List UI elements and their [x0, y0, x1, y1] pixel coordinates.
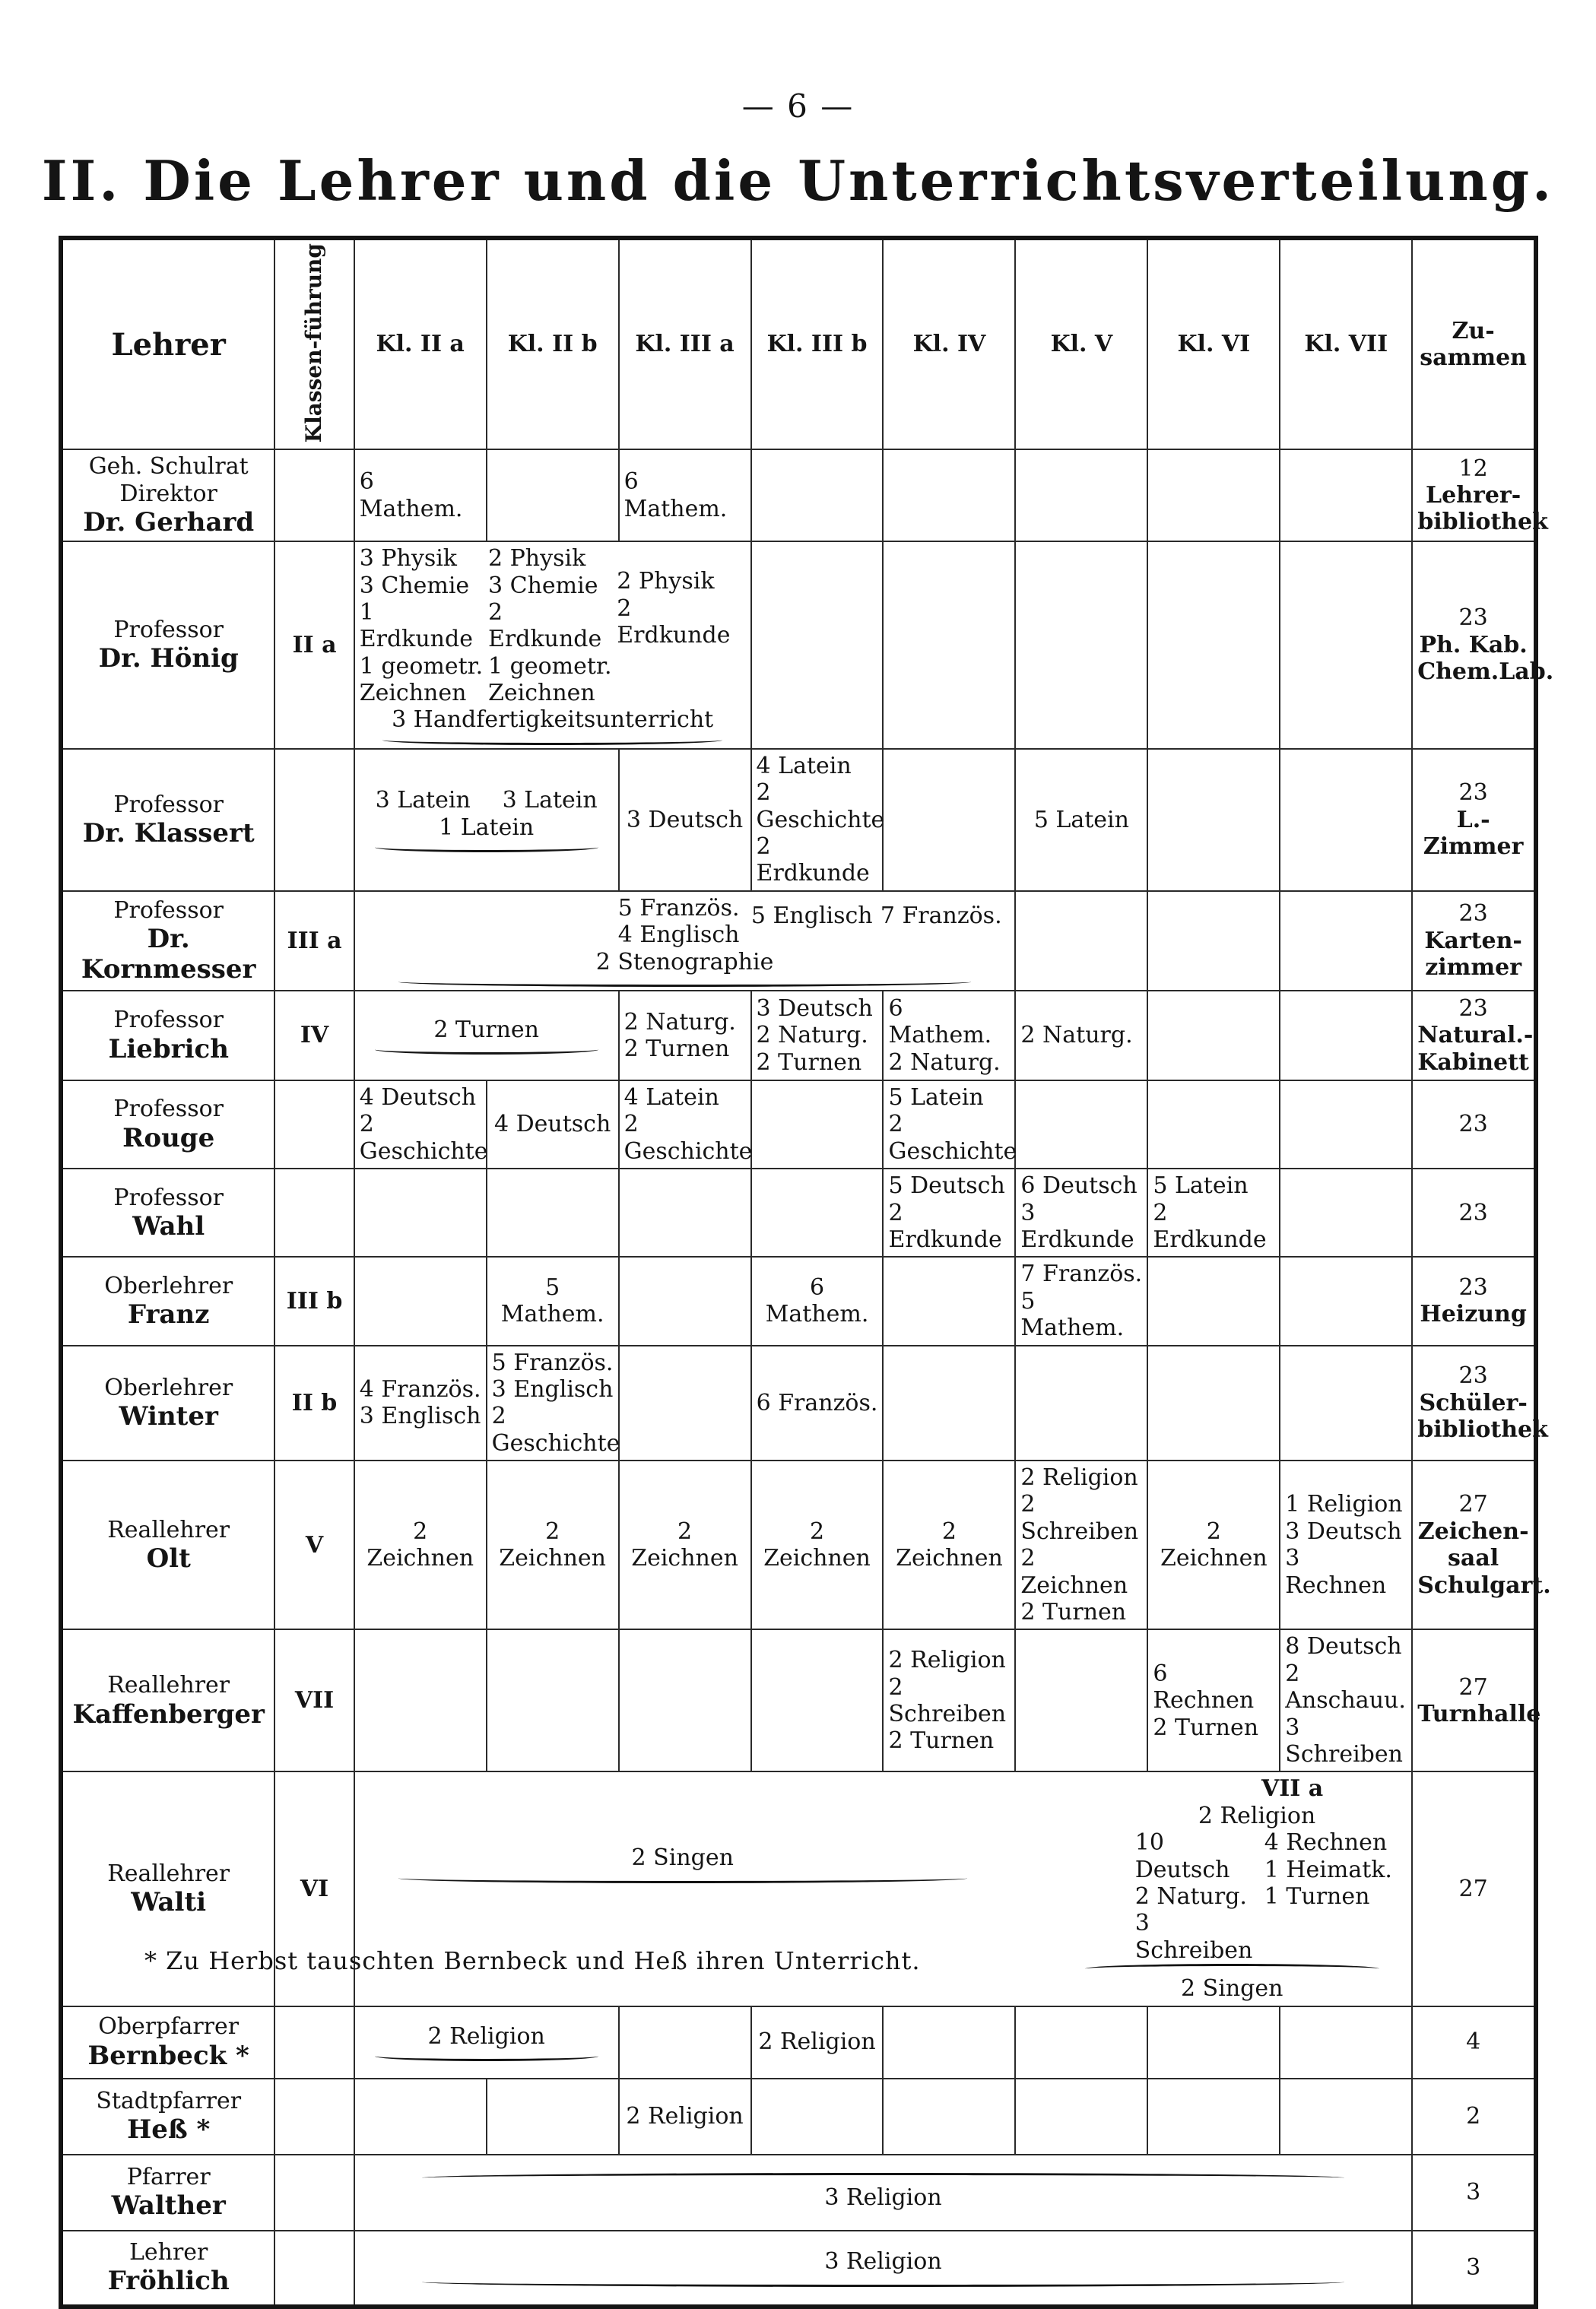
- teacher-name: Heß *: [127, 2114, 211, 2146]
- teacher-cell: [61, 1257, 274, 1345]
- teacher-title: Professor: [113, 1096, 224, 1123]
- lesson-cell: [1015, 1346, 1147, 1461]
- teacher-name: Kaffenberger: [72, 1698, 265, 1730]
- header-kl-iiia: Kl. III a: [619, 238, 751, 449]
- brace-mark: [1085, 1964, 1379, 1974]
- lesson-cell: [487, 1629, 619, 1771]
- lesson-cell: [354, 2079, 487, 2155]
- table-row: [61, 2231, 1536, 2307]
- lesson-cell: [1147, 891, 1280, 991]
- class-lead-cell: [274, 1080, 354, 1169]
- teacher-cell: [61, 2155, 274, 2231]
- lesson-cell: [1147, 749, 1280, 891]
- teacher-name: Bernbeck *: [87, 2040, 249, 2071]
- lesson-cell: [1015, 541, 1147, 749]
- class-lead-cell: [274, 2006, 354, 2079]
- lesson-cell: [751, 1169, 884, 1257]
- teacher-name: Franz: [127, 1299, 210, 1331]
- total-cell: [1412, 2079, 1536, 2155]
- table-row: [61, 1346, 1536, 1461]
- room-name: Ph. Kab. Chem.Lab.: [1417, 631, 1554, 686]
- brace-mark: [375, 842, 598, 852]
- class-lead-cell: V: [274, 1461, 354, 1629]
- class-lead-cell: [274, 449, 354, 541]
- lesson-cell: 2 Zeichnen: [487, 1461, 619, 1629]
- class-lead-cell: III b: [274, 1257, 354, 1345]
- class-lead-cell: [274, 2155, 354, 2231]
- total-hours: 3: [1466, 2178, 1481, 2206]
- teacher-cell: [61, 2006, 274, 2079]
- lesson-cell: [751, 1629, 884, 1771]
- total-cell: [1412, 1629, 1541, 1771]
- total-hours: 4: [1466, 2028, 1481, 2056]
- table-row: [61, 541, 1536, 749]
- lesson-cell: [1280, 2006, 1412, 2079]
- shared-lesson: 3 Handfertigkeitsunterricht: [392, 706, 714, 734]
- room-name: Karten-zimmer: [1424, 927, 1522, 982]
- brace-mark: [398, 977, 971, 987]
- teacher-name: Winter: [119, 1400, 218, 1432]
- total-hours: 23: [1458, 1199, 1488, 1226]
- lesson-cell: [619, 1629, 751, 1771]
- table-row: [61, 991, 1536, 1080]
- lesson-cell: [1280, 991, 1412, 1080]
- lesson-block: 3 Latein: [375, 787, 471, 814]
- lesson-cell: 5 Latein 2 Erdkunde: [1147, 1169, 1280, 1257]
- class-lead-cell: [274, 1169, 354, 1257]
- teacher-title: Professor: [113, 791, 224, 818]
- lesson-cell: [883, 541, 1015, 749]
- lesson-span-cell: [354, 891, 1016, 991]
- class-lead-cell: [274, 749, 354, 891]
- brace-mark: [375, 1045, 598, 1055]
- total-cell: [1412, 891, 1536, 991]
- shared-lesson: 3 Religion: [824, 2184, 942, 2212]
- brace-mark: [398, 1873, 967, 1883]
- footnote: * Zu Herbst tauschten Bernbeck und Heß ihren Unterricht.: [144, 1946, 921, 1975]
- religion-block: [360, 1803, 1407, 1829]
- class-lead-cell: VII: [274, 1629, 354, 1771]
- header-kl-iv: Kl. IV: [883, 238, 1015, 449]
- total-cell: [1412, 1080, 1536, 1169]
- lesson-cell: [1015, 2079, 1147, 2155]
- lesson-cell: [1280, 1346, 1412, 1461]
- lesson-cell: [1015, 1080, 1147, 1169]
- total-hours: 23: [1458, 994, 1488, 1022]
- brace-mark: [382, 735, 722, 745]
- teacher-title: Pfarrer: [126, 2163, 211, 2190]
- lesson-block: 7 Französ.: [880, 902, 1002, 929]
- lesson-cell: [1015, 1629, 1147, 1771]
- teacher-title: Reallehrer: [107, 1860, 230, 1887]
- room-name: Natural.-Kabinett: [1417, 1022, 1534, 1076]
- teacher-cell: [61, 541, 274, 749]
- total-cell: [1412, 449, 1548, 541]
- total-cell: [1412, 1771, 1536, 2006]
- header-kl-iiib: Kl. III b: [751, 238, 884, 449]
- lesson-cell: 8 Deutsch 2 Anschauu. 3 Schreiben: [1280, 1629, 1412, 1771]
- lesson-cell: 4 Latein 2 Geschichte 2 Erdkunde: [751, 749, 884, 891]
- total-hours: 23: [1458, 779, 1488, 807]
- lesson-cell: [1280, 541, 1412, 749]
- lesson-cell: [1280, 749, 1412, 891]
- teacher-name: Dr. Hönig: [98, 643, 239, 674]
- class-lead-cell: II a: [274, 541, 354, 749]
- total-hours: 27: [1458, 1875, 1488, 1902]
- lesson-cell: 2 Religion 2 Schreiben 2 Zeichnen 2 Turnen: [1015, 1461, 1147, 1629]
- lesson-cell: [619, 1346, 751, 1461]
- teacher-cell: [61, 749, 274, 891]
- lesson-cell: 2 Religion: [619, 2079, 751, 2155]
- total-hours: 12: [1458, 455, 1488, 482]
- total-cell: [1412, 1169, 1536, 1257]
- lesson-cell: [354, 1169, 487, 1257]
- table-row: [61, 891, 1536, 991]
- lesson-cell: [1015, 2006, 1147, 2079]
- vii-a-label: VII a: [1261, 1775, 1324, 1803]
- lesson-cell: [619, 2006, 751, 2079]
- room-name: L.-Zimmer: [1423, 806, 1524, 861]
- teaching-schedule-table: [59, 236, 1554, 2309]
- lesson-cell: 4 Deutsch: [487, 1080, 619, 1169]
- room-name: Turnhalle: [1417, 1700, 1541, 1727]
- lesson-cell: 2 Zeichnen: [354, 1461, 487, 1629]
- lesson-cell: [1147, 991, 1280, 1080]
- teacher-name: Dr. Gerhard: [83, 507, 255, 538]
- lesson-cell: [1147, 449, 1280, 541]
- total-cell: [1412, 749, 1536, 891]
- teacher-cell: [61, 449, 274, 541]
- lesson-cell: [883, 2006, 1015, 2079]
- lesson-span-cell: [354, 991, 619, 1080]
- room-name: Zeichen-saal Schulgart.: [1417, 1518, 1551, 1599]
- lesson-block: 5 Französ. 4 Englisch: [617, 894, 740, 949]
- shared-lesson: 2 Singen: [1181, 1975, 1283, 2003]
- teacher-name: Dr. Kornmesser: [81, 924, 256, 985]
- lesson-cell: [1147, 541, 1280, 749]
- header-row: [61, 238, 1536, 449]
- lesson-span-cell: [354, 2155, 1413, 2231]
- header-class-lead: Klassen-führung: [274, 238, 354, 449]
- lesson-cell: [1280, 1080, 1412, 1169]
- lesson-cell: [354, 1629, 487, 1771]
- total-hours: 23: [1458, 1362, 1488, 1390]
- table-row: [61, 749, 1536, 891]
- teacher-title: Professor: [113, 896, 224, 924]
- lesson-cell: [883, 2079, 1015, 2155]
- lesson-block: 10 Deutsch 2 Naturg. 3 Schreiben: [1134, 1829, 1253, 1964]
- lesson-cell: 6 Rechnen 2 Turnen: [1147, 1629, 1280, 1771]
- table-row: [61, 449, 1536, 541]
- teacher-cell: [61, 891, 274, 991]
- total-hours: 23: [1458, 1274, 1488, 1302]
- lesson-cell: [619, 1169, 751, 1257]
- teacher-name: Walti: [131, 1887, 207, 1918]
- shared-lesson: 2 Singen: [631, 1844, 734, 1872]
- lesson-cell: [1147, 1080, 1280, 1169]
- total-hours: 3: [1466, 2253, 1481, 2281]
- teacher-name: Wahl: [132, 1210, 205, 1242]
- lesson-cell: 5 Latein 2 Geschichte: [883, 1080, 1015, 1169]
- teacher-name: Olt: [146, 1543, 191, 1574]
- teacher-title: Reallehrer: [107, 1516, 230, 1543]
- shared-lesson: 2 Religion: [427, 2022, 545, 2050]
- teacher-name: Rouge: [122, 1122, 215, 1153]
- room-name: Lehrer-bibliothek: [1417, 482, 1548, 536]
- lesson-cell: 3 Deutsch 2 Naturg. 2 Turnen: [751, 991, 884, 1080]
- brace-mark: [422, 2173, 1344, 2183]
- table-row: [61, 1257, 1536, 1345]
- lesson-cell: [487, 1169, 619, 1257]
- total-hours: 27: [1458, 1491, 1488, 1518]
- lesson-cell: [1015, 891, 1147, 991]
- lesson-cell: [883, 1257, 1015, 1345]
- lesson-block: 4 Rechnen 1 Heimatk. 1 Turnen: [1264, 1829, 1392, 1910]
- teacher-title: Reallehrer: [107, 1672, 230, 1699]
- header-teacher: Lehrer: [61, 238, 274, 449]
- room-name: Heizung: [1420, 1301, 1527, 1328]
- lesson-cell: 5 Französ. 3 Englisch 2 Geschichte: [487, 1346, 619, 1461]
- teacher-name: Liebrich: [108, 1033, 229, 1064]
- total-cell: [1412, 2006, 1536, 2079]
- lesson-cell: [751, 541, 884, 749]
- teacher-title: Oberlehrer: [104, 1272, 233, 1299]
- lesson-cell: 2 Naturg.: [1015, 991, 1147, 1080]
- lesson-cell: 2 Zeichnen: [751, 1461, 884, 1629]
- total-cell: [1412, 991, 1536, 1080]
- teacher-name: Dr. Klassert: [82, 817, 255, 848]
- table-row: [61, 1169, 1536, 1257]
- shared-lesson: 2 Stenographie: [595, 948, 774, 975]
- header-kl-vii: Kl. VII: [1280, 238, 1412, 449]
- lesson-span-cell: [354, 541, 751, 749]
- teacher-cell: [61, 2079, 274, 2155]
- class-lead-cell: II b: [274, 1346, 354, 1461]
- lesson-cell: 6 Französ.: [751, 1346, 884, 1461]
- teacher-title: Oberlehrer: [104, 1374, 233, 1401]
- table-row: [61, 1461, 1536, 1629]
- lesson-cell: 6 Mathem.: [619, 449, 751, 541]
- table-row: [61, 1080, 1536, 1169]
- class-lead-cell: IV: [274, 991, 354, 1080]
- lesson-cell: 4 Deutsch 2 Geschichte: [354, 1080, 487, 1169]
- lesson-cell: 2 Zeichnen: [619, 1461, 751, 1629]
- class-lead-cell: VI: [274, 1771, 354, 2006]
- page-number: — 6 —: [741, 87, 855, 125]
- lesson-cell: 6 Mathem.: [354, 449, 487, 541]
- lesson-cell: 4 Latein 2 Geschichte: [619, 1080, 751, 1169]
- room-name: Schüler-bibliothek: [1417, 1389, 1548, 1443]
- lesson-cell: 2 Zeichnen: [1147, 1461, 1280, 1629]
- table-row: [61, 2006, 1536, 2079]
- teacher-title: Stadtpfarrer: [96, 2087, 242, 2114]
- shared-lesson: 2 Religion: [1198, 1802, 1316, 1829]
- lesson-cell: [751, 1080, 884, 1169]
- header-kl-vi: Kl. VI: [1147, 238, 1280, 449]
- lesson-cell: 5 Deutsch 2 Erdkunde: [883, 1169, 1015, 1257]
- page-title: II. Die Lehrer und die Unterrichtsverteilung.: [41, 148, 1555, 213]
- lesson-block: 3 Physik 3 Chemie 1 Erdkunde 1 geometr. Zeichnen: [359, 545, 484, 707]
- lesson-span-cell: [354, 749, 619, 891]
- brace-mark: [375, 2051, 598, 2061]
- total-cell: [1412, 1461, 1551, 1629]
- teacher-cell: [61, 1629, 274, 1771]
- lesson-cell: 2 Naturg. 2 Turnen: [619, 991, 751, 1080]
- total-cell: [1412, 1257, 1536, 1345]
- lesson-cell: [619, 1257, 751, 1345]
- lesson-cell: 4 Französ. 3 Englisch: [354, 1346, 487, 1461]
- teacher-cell: [61, 1346, 274, 1461]
- lesson-cell: [1147, 2079, 1280, 2155]
- total-cell: [1412, 2155, 1536, 2231]
- class-lead-cell: III a: [274, 891, 354, 991]
- brace-mark: [422, 2277, 1344, 2287]
- lesson-cell: [1015, 449, 1147, 541]
- lesson-cell: 6 Mathem.: [751, 1257, 884, 1345]
- header-total: Zu-sammen: [1412, 238, 1536, 449]
- header-kl-v: Kl. V: [1015, 238, 1147, 449]
- total-hours: 2: [1466, 2102, 1481, 2130]
- lesson-cell: 6 Mathem. 2 Naturg.: [883, 991, 1015, 1080]
- class-lead-cell: [274, 2231, 354, 2307]
- lesson-cell: [1280, 449, 1412, 541]
- header-kl-iia: Kl. II a: [354, 238, 487, 449]
- lesson-cell: [1280, 1257, 1412, 1345]
- total-cell: [1412, 2231, 1536, 2307]
- lesson-cell: [883, 1346, 1015, 1461]
- shared-lesson: 3 Religion: [824, 2248, 942, 2276]
- table-row: [61, 2079, 1536, 2155]
- class-lead-cell: [274, 2079, 354, 2155]
- teacher-cell: [61, 2231, 274, 2307]
- lesson-cell: 6 Deutsch 3 Erdkunde: [1015, 1169, 1147, 1257]
- total-hours: 23: [1458, 900, 1488, 928]
- lesson-cell: 1 Religion 3 Deutsch 3 Rechnen: [1280, 1461, 1412, 1629]
- teacher-cell: [61, 1169, 274, 1257]
- teacher-title: Professor: [113, 1184, 224, 1211]
- total-hours: 23: [1458, 1111, 1488, 1138]
- teacher-name: Walther: [111, 2190, 226, 2222]
- total-hours: 27: [1458, 1673, 1488, 1701]
- lesson-span-cell: [354, 2006, 619, 2079]
- lesson-cell: [1147, 2006, 1280, 2079]
- lesson-block: 2 Physik 3 Chemie 2 Erdkunde 1 geometr. Zeichnen: [488, 545, 612, 707]
- header-kl-iib: Kl. II b: [487, 238, 619, 449]
- total-hours: 23: [1458, 604, 1488, 632]
- lesson-cell: [487, 449, 619, 541]
- teacher-name: Fröhlich: [107, 2266, 230, 2297]
- teacher-title: Professor: [113, 616, 224, 643]
- lesson-cell: 2 Religion: [751, 2006, 884, 2079]
- total-cell: [1412, 541, 1554, 749]
- lesson-cell: 2 Zeichnen: [883, 1461, 1015, 1629]
- lesson-cell: 5 Latein: [1015, 749, 1147, 891]
- shared-lesson: 1 Latein: [439, 814, 535, 841]
- lesson-block: 3 Latein: [502, 787, 598, 814]
- teacher-title: Professor: [113, 1007, 224, 1034]
- lesson-cell: [1280, 1169, 1412, 1257]
- lesson-cell: [354, 1257, 487, 1345]
- teacher-cell: [61, 1461, 274, 1629]
- lesson-cell: [1280, 891, 1412, 991]
- lesson-cell: [487, 2079, 619, 2155]
- lesson-cell: 5 Mathem.: [487, 1257, 619, 1345]
- teacher-title: Lehrer: [129, 2238, 208, 2266]
- lesson-cell: [1147, 1257, 1280, 1345]
- lesson-cell: 7 Französ. 5 Mathem.: [1015, 1257, 1147, 1345]
- shared-lesson: 2 Turnen: [433, 1016, 540, 1043]
- lesson-cell: [1147, 1346, 1280, 1461]
- table-row: [61, 1629, 1536, 1771]
- teacher-cell: [61, 1080, 274, 1169]
- lesson-block: 5 Englisch: [750, 902, 873, 929]
- lesson-cell: [751, 2079, 884, 2155]
- total-cell: [1412, 1346, 1548, 1461]
- table-row: [61, 2155, 1536, 2231]
- teacher-title: Geh. Schulrat Direktor: [88, 453, 249, 507]
- lesson-span-cell: [354, 2231, 1413, 2307]
- lesson-cell: [883, 749, 1015, 891]
- teacher-cell: [61, 991, 274, 1080]
- teacher-title: Oberpfarrer: [98, 2013, 240, 2041]
- lesson-cell: [883, 449, 1015, 541]
- lesson-block: 2 Physik 2 Erdkunde: [617, 568, 731, 649]
- lesson-cell: 3 Deutsch: [619, 749, 751, 891]
- lesson-cell: [751, 449, 884, 541]
- lesson-cell: 2 Religion 2 Schreiben 2 Turnen: [883, 1629, 1015, 1771]
- lesson-cell: [1280, 2079, 1412, 2155]
- vii-a-label-wrap: [360, 1775, 1407, 1802]
